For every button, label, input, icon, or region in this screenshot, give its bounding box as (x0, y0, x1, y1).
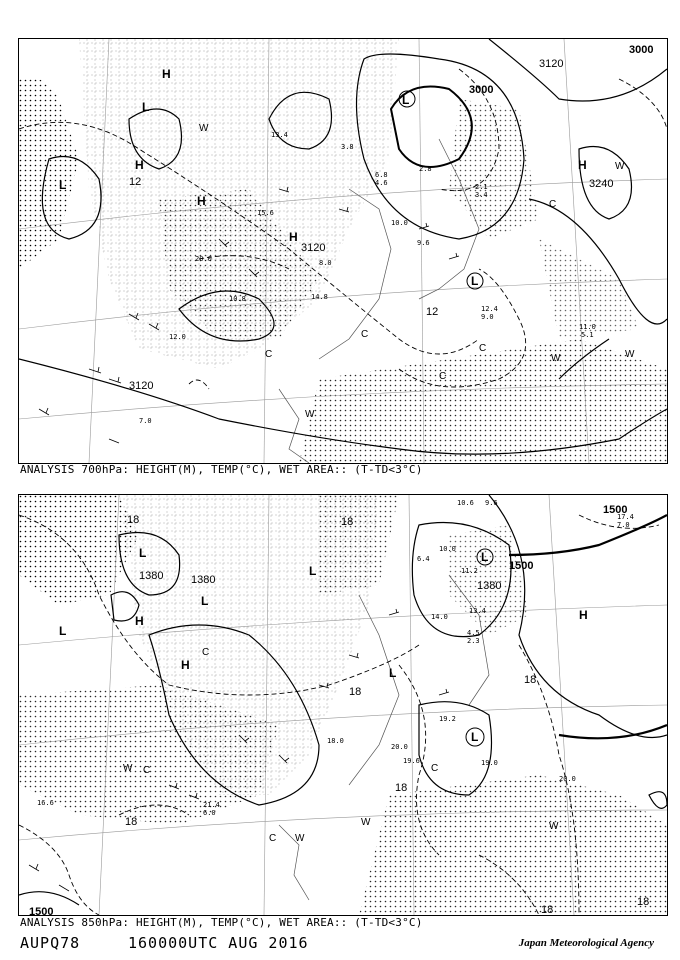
contour-label: 3000 (629, 44, 654, 56)
station-value: 9.0 (481, 313, 494, 321)
isotherm-label: 18 (125, 816, 138, 828)
station-value: 20.0 (559, 775, 576, 783)
station-value: 3.4 (475, 191, 488, 199)
high-center: H (135, 158, 144, 172)
station-value: 4.6 (375, 179, 388, 187)
station-value: 9.6 (485, 499, 498, 507)
low-center: L (471, 730, 479, 744)
station-value: 7.0 (617, 521, 630, 529)
product-code: AUPQ78 (20, 934, 81, 952)
contour-label: 3120 (129, 380, 154, 392)
caption-850hpa: ANALYSIS 850hPa: HEIGHT(M), TEMP(°C), WET AREA:: (T-TD<3°C) (20, 916, 423, 929)
cold-mark: C (265, 349, 273, 360)
station-value: 7.0 (139, 417, 152, 425)
station-value: 20.0 (391, 743, 408, 751)
agency-name: Japan Meteorological Agency (518, 937, 654, 949)
station-value: 11.0 (579, 323, 596, 331)
high-center: H (197, 194, 206, 208)
station-value: 15.6 (257, 209, 274, 217)
wet-area (19, 495, 139, 605)
contour-label: 3120 (539, 58, 564, 70)
low-center: L (201, 594, 209, 608)
low-center: L (142, 100, 150, 114)
warm-mark: W (549, 821, 559, 832)
warm-mark: W (199, 123, 209, 134)
warm-mark: W (295, 833, 305, 844)
warm-mark: W (361, 817, 371, 828)
contour-label: 1380 (477, 580, 502, 592)
cold-mark: C (202, 647, 210, 658)
high-center: H (162, 67, 171, 81)
station-value: 4.5 (467, 629, 480, 637)
station-value: 21.4 (203, 801, 220, 809)
cold-mark: C (361, 329, 369, 340)
warm-mark: W (551, 353, 561, 364)
cold-mark: C (439, 371, 447, 382)
station-value: 3.8 (341, 143, 354, 151)
station-value: 14.0 (431, 613, 448, 621)
station-value: 10.8 (229, 295, 246, 303)
station-value: 18.0 (327, 737, 344, 745)
station-value: 14.8 (311, 293, 328, 301)
contour-label: 1380 (191, 574, 216, 586)
warm-mark: W (123, 763, 133, 774)
station-value: 9.6 (417, 239, 430, 247)
station-value: 13.4 (271, 131, 288, 139)
map-850hpa-canvas (19, 495, 667, 915)
isotherm-label: 12 (426, 306, 439, 318)
low-center: L (402, 93, 410, 107)
contour-label: 1380 (139, 570, 164, 582)
station-value: 6.0 (203, 809, 216, 817)
station-value: 10.6 (457, 499, 474, 507)
station-value: 6.8 (375, 171, 388, 179)
station-value: 17.4 (617, 513, 634, 521)
station-value: 2.3 (467, 637, 480, 645)
cold-mark: C (479, 343, 487, 354)
isotherm-label: 18 (127, 514, 140, 526)
warm-mark: W (625, 349, 635, 360)
station-value: 19.0 (481, 759, 498, 767)
isotherm-label: 18 (341, 516, 354, 528)
low-center: L (389, 666, 397, 680)
low-center: L (481, 550, 489, 564)
warm-mark: W (305, 409, 315, 420)
low-center: L (309, 564, 317, 578)
cold-mark: C (431, 763, 439, 774)
isotherm-label: 12 (129, 176, 142, 188)
low-center: L (139, 546, 147, 560)
caption-700hpa: ANALYSIS 700hPa: HEIGHT(M), TEMP(°C), WET AREA:: (T-TD<3°C) (20, 463, 423, 476)
station-value: 8.0 (319, 259, 332, 267)
station-value: 10.0 (391, 219, 408, 227)
wet-area (19, 77, 79, 270)
high-center: H (181, 658, 190, 672)
isotherm-label: 18 (541, 904, 554, 915)
station-value: 5.1 (581, 331, 594, 339)
landmass (79, 39, 399, 369)
station-value: 12.4 (481, 305, 498, 313)
low-center: L (59, 178, 67, 192)
cold-mark: C (269, 833, 277, 844)
station-value: 11.2 (461, 567, 478, 575)
cold-mark: C (549, 199, 557, 210)
map-850hpa (18, 494, 668, 916)
station-value: 6.4 (417, 555, 430, 563)
contour-label: 3240 (589, 178, 614, 190)
cold-mark: C (143, 765, 151, 776)
warm-mark: W (615, 161, 625, 172)
low-center: L (471, 274, 479, 288)
isotherm-label: 18 (395, 782, 408, 794)
contour-label: 1500 (509, 560, 534, 572)
high-center: H (289, 230, 298, 244)
isotherm-label: 18 (349, 686, 362, 698)
contour-label: 1500 (603, 504, 628, 516)
isotherm-label: 18 (637, 896, 650, 908)
map-700hpa (18, 38, 668, 464)
station-value: 19.2 (439, 715, 456, 723)
high-center: H (579, 608, 588, 622)
high-center: H (578, 158, 587, 172)
station-value: 2.8 (419, 165, 432, 173)
contour-label: 3000 (469, 84, 494, 96)
station-value: 12.0 (169, 333, 186, 341)
station-value: 2.1 (475, 183, 488, 191)
station-value: 20.0 (195, 255, 212, 263)
station-value: 19.6 (403, 757, 420, 765)
valid-time: 160000UTC AUG 2016 (128, 934, 309, 952)
station-value: 10.0 (439, 545, 456, 553)
map-700hpa-canvas (19, 39, 667, 463)
high-center: H (135, 614, 144, 628)
wet-area (299, 339, 667, 463)
contour-label: 3120 (301, 242, 326, 254)
station-value: 13.4 (469, 607, 486, 615)
isotherm-label: 18 (524, 674, 537, 686)
contour-label: 1500 (29, 906, 54, 915)
station-value: 16.6 (37, 799, 54, 807)
low-center: L (59, 624, 67, 638)
wet-area (359, 775, 667, 915)
wet-area (449, 99, 539, 239)
